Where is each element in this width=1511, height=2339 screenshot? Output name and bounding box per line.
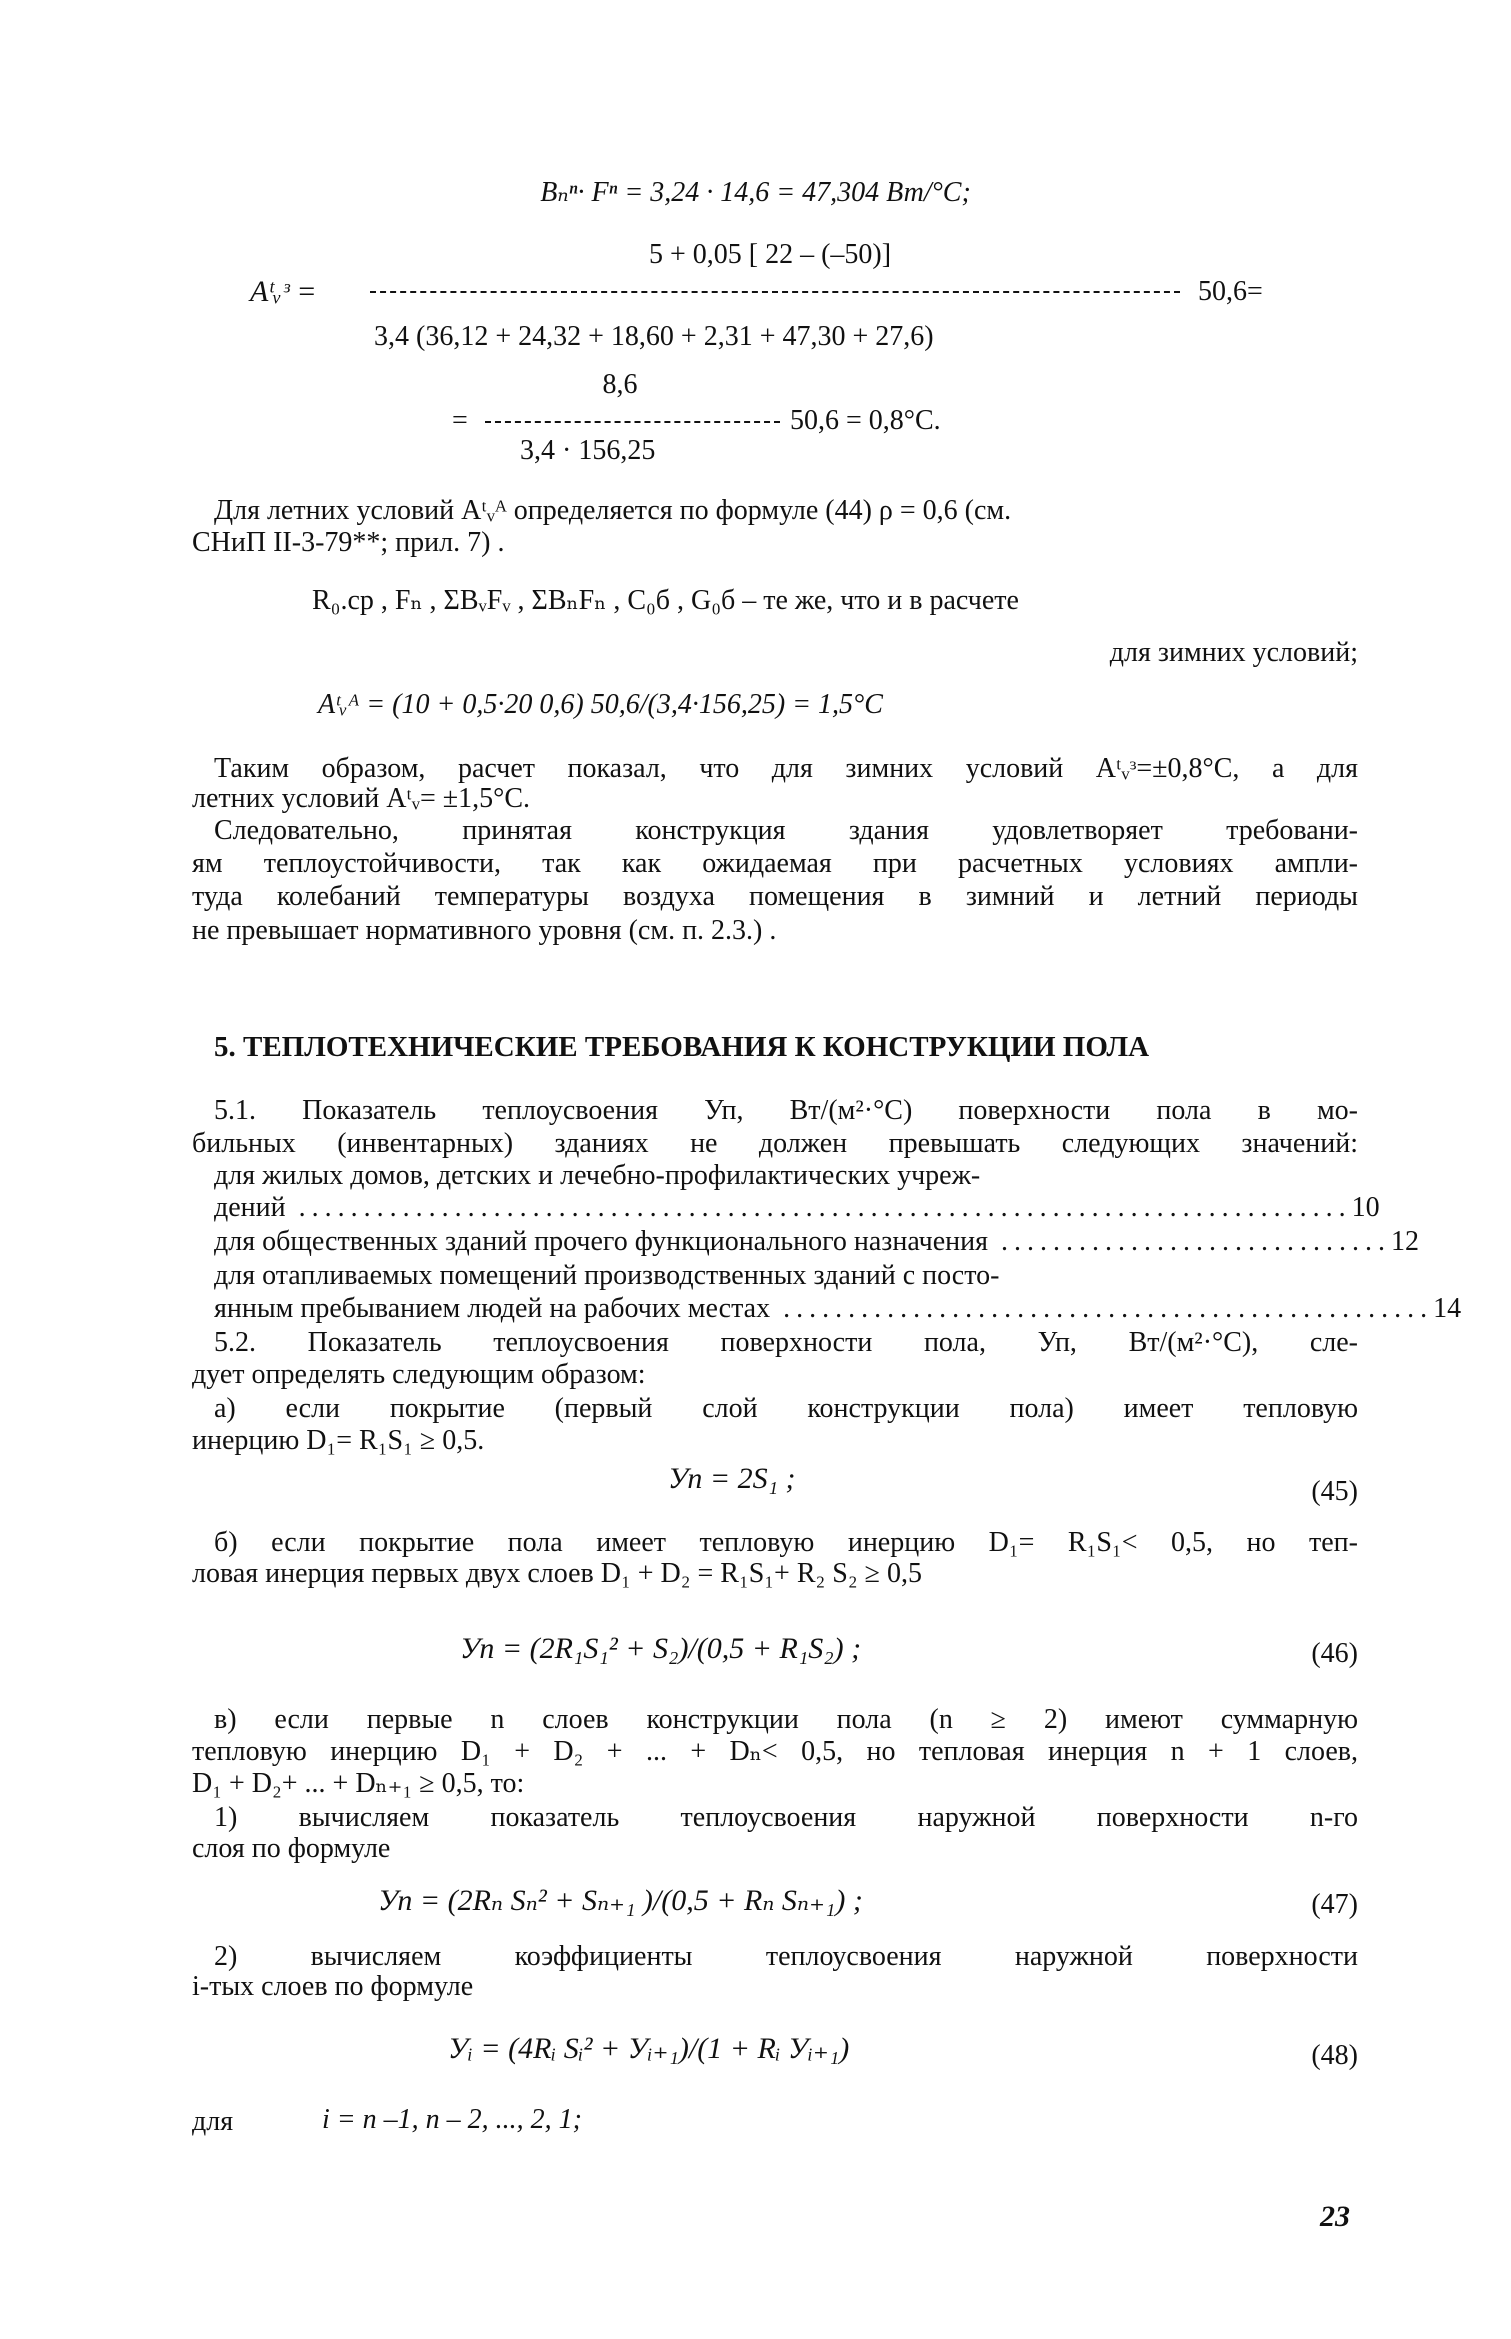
equation-number: (46) bbox=[1311, 1638, 1358, 1669]
item-label: дений bbox=[214, 1192, 286, 1223]
text-line: 1) вычисляем показатель теплоусвоения наружной поверхности n-го bbox=[214, 1802, 1358, 1833]
text-line: туда колебаний температуры воздуха помещения в зимний и летний периоды bbox=[192, 881, 1358, 912]
fraction-denominator: 3,4 (36,12 + 24,32 + 18,60 + 2,31 + 47,30 + 27,6) bbox=[374, 321, 934, 352]
equation: Уп = (2R₁S₁² + S₂)/(0,5 + R₁S₂) ; bbox=[460, 1632, 862, 1665]
fraction-numerator: 8,6 bbox=[602, 369, 638, 400]
text-line: дует определять следующим образом: bbox=[192, 1359, 646, 1390]
list-item bbox=[214, 1225, 1419, 1259]
text-line: б) если покрытие пола имеет тепловую инерцию D₁= R₁S₁< 0,5, но теп- bbox=[214, 1527, 1358, 1558]
equation: Уп = (2Rₙ Sₙ² + Sₙ₊₁ )/(0,5 + Rₙ Sₙ₊₁) ; bbox=[378, 1884, 863, 1917]
formula-lhs: Aᵗᵥᶟ = bbox=[250, 275, 317, 308]
text-line: D₁ + D₂+ ... + Dₙ₊₁ ≥ 0,5, то: bbox=[192, 1768, 525, 1799]
leader-dots: ................................................................................. bbox=[285, 1192, 1352, 1223]
fraction-bar bbox=[485, 421, 780, 423]
text-line: в) если первые n слоев конструкции пола (n ≥ 2) имеют суммарную bbox=[214, 1704, 1358, 1735]
text-line: ям теплоустойчивости, так как ожидаемая при расчетных условиях ампли- bbox=[192, 848, 1358, 879]
text-line: Для летних условий Aᵗᵥᴬ определяется по формуле (44) ρ = 0,6 (см. bbox=[214, 495, 1012, 526]
text-line: для отапливаемых помещений производственных зданий с посто- bbox=[214, 1260, 1000, 1291]
text-line: слоя по формуле bbox=[192, 1833, 391, 1864]
leader-dots: .................................................. bbox=[770, 1293, 1434, 1324]
text-line: СНиП II-3-79**; прил. 7) . bbox=[192, 527, 505, 558]
text-line: i-тых слоев по формуле bbox=[192, 1971, 474, 2002]
text-line: 5.2. Показатель теплоусвоения поверхности пола, Уп, Вт/(м²·°С), сле- bbox=[214, 1327, 1358, 1358]
item-value: 14 bbox=[1433, 1293, 1462, 1324]
formula-line: Bₙⁿ· Fⁿ = 3,24 · 14,6 = 47,304 Вт/°С; bbox=[540, 177, 971, 208]
equation: Уᵢ = (4Rᵢ Sᵢ² + Уᵢ₊₁)/(1 + Rᵢ Уᵢ₊₁) bbox=[448, 2032, 850, 2065]
item-label: янным пребыванием людей на рабочих местах bbox=[214, 1293, 771, 1324]
text-line: ловая инерция первых двух слоев D₁ + D₂ = R₁S₁+ R₂ S₂ ≥ 0,5 bbox=[192, 1558, 922, 1589]
list-item bbox=[214, 1292, 1462, 1326]
text-line: Следовательно, принятая конструкция здания удовлетворяет требовани- bbox=[214, 815, 1358, 846]
text-line: не превышает нормативного уровня (см. п. 2.3.) . bbox=[192, 915, 777, 946]
equation-number: (48) bbox=[1311, 2040, 1358, 2071]
formula-line: Aᵗᵥᴬ = (10 + 0,5·20 0,6) 50,6/(3,4·156,25) = 1,5°С bbox=[318, 689, 883, 720]
equation: Уп = 2S₁ ; bbox=[668, 1462, 796, 1495]
section-heading: 5. ТЕПЛОТЕХНИЧЕСКИЕ ТРЕБОВАНИЯ К КОНСТРУКЦИИ ПОЛА bbox=[214, 1031, 1150, 1063]
text-line: R₀.ср , Fₙ , ΣBᵥFᵥ , ΣBₙFₙ , C₀б , G₀б – те же, что и в расчете bbox=[312, 585, 1019, 616]
item-value: 12 bbox=[1391, 1226, 1419, 1257]
text-line: инерцию D₁= R₁S₁ ≥ 0,5. bbox=[192, 1425, 485, 1456]
text-line: а) если покрытие (первый слой конструкции пола) имеет тепловую bbox=[214, 1393, 1358, 1424]
equation-number: (45) bbox=[1311, 1476, 1358, 1507]
text-line: 2) вычисляем коэффициенты теплоусвоения наружной поверхности bbox=[214, 1941, 1358, 1972]
text-line: 5.1. Показатель теплоусвоения Уп, Вт/(м²·°С) поверхности пола в мо- bbox=[214, 1095, 1358, 1126]
text-line: тепловую инерцию D₁ + D₂ + ... + Dₙ< 0,5, но тепловая инерция n + 1 слоев, bbox=[192, 1736, 1358, 1767]
fraction-numerator: 5 + 0,05 [ 22 – (–50)] bbox=[648, 239, 892, 270]
text-line: для bbox=[192, 2106, 234, 2137]
text-line: для зимних условий; bbox=[1109, 637, 1358, 668]
text-line: для жилых домов, детских и лечебно-профилактических учреж- bbox=[214, 1160, 981, 1191]
leader-dots: .............................. bbox=[988, 1226, 1391, 1257]
page-number: 23 bbox=[1320, 2200, 1350, 2233]
item-value: 10 bbox=[1351, 1192, 1380, 1223]
item-label: для общественных зданий прочего функционального назначения bbox=[214, 1226, 988, 1257]
fraction-tail: 50,6 = 0,8°С. bbox=[790, 405, 941, 436]
fraction-bar bbox=[370, 291, 1180, 293]
text-line: Таким образом, расчет показал, что для зимних условий Aᵗᵥᶟ=±0,8°С, а для bbox=[214, 753, 1358, 784]
formula-line: i = n –1, n – 2, ..., 2, 1; bbox=[322, 2104, 582, 2135]
fraction-tail: 50,6= bbox=[1198, 276, 1263, 307]
fraction-denominator: 3,4 · 156,25 bbox=[520, 435, 656, 466]
equation-number: (47) bbox=[1311, 1889, 1358, 1920]
text-line: летних условий Aᵗᵥ= ±1,5°С. bbox=[192, 783, 531, 814]
text-line: бильных (инвентарных) зданиях не должен превышать следующих значений: bbox=[192, 1128, 1358, 1159]
equals-sign: = bbox=[452, 405, 468, 436]
list-item bbox=[214, 1191, 1380, 1225]
